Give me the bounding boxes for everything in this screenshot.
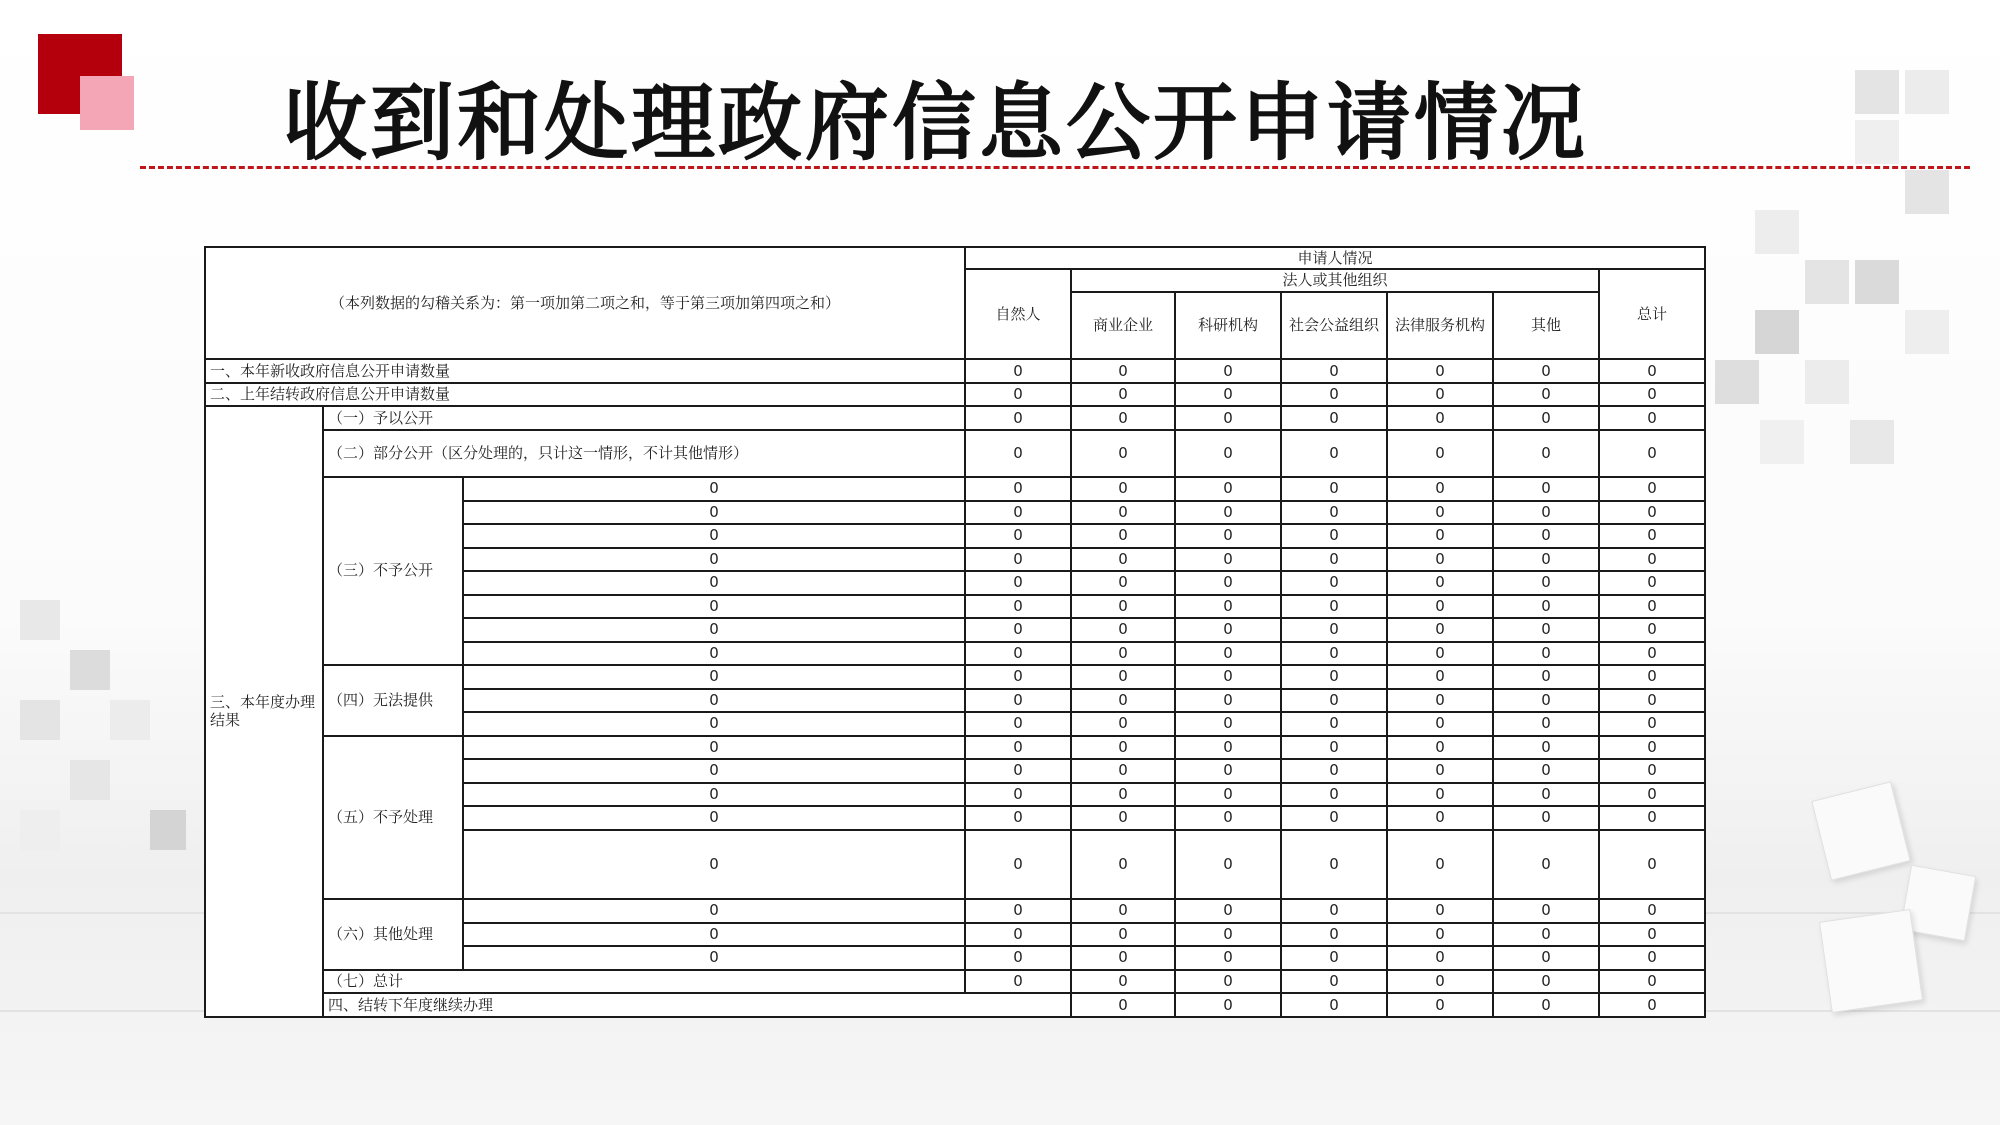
bg-tile bbox=[110, 700, 150, 740]
bg-tile bbox=[150, 810, 186, 850]
value-cell: 0 bbox=[1281, 430, 1387, 477]
value-cell: 0 bbox=[965, 830, 1071, 900]
value-cell: 0 bbox=[1493, 524, 1599, 548]
value-cell: 0 bbox=[1071, 759, 1175, 783]
value-cell: 0 bbox=[1387, 736, 1493, 760]
value-cell: 0 bbox=[1071, 665, 1175, 689]
value-cell: 0 bbox=[1387, 406, 1493, 430]
detail-cell: 0 bbox=[463, 548, 965, 572]
value-cell: 0 bbox=[1071, 970, 1175, 994]
value-cell: 0 bbox=[1599, 665, 1705, 689]
detail-cell: 0 bbox=[463, 501, 965, 525]
value-cell: 0 bbox=[1071, 430, 1175, 477]
table-row bbox=[205, 359, 1705, 383]
row-label: 一、本年新收政府信息公开申请数量 bbox=[205, 359, 965, 383]
value-cell: 0 bbox=[1387, 501, 1493, 525]
value-cell: 0 bbox=[1493, 923, 1599, 947]
header-legal-service: 法律服务机构 bbox=[1387, 292, 1493, 359]
value-cell: 0 bbox=[1387, 759, 1493, 783]
sub-label: （三）不予公开 bbox=[323, 477, 463, 665]
value-cell: 0 bbox=[1599, 759, 1705, 783]
value-cell: 0 bbox=[1387, 548, 1493, 572]
report-table-container bbox=[204, 246, 1704, 1018]
value-cell: 0 bbox=[965, 359, 1071, 383]
value-cell: 0 bbox=[1175, 899, 1281, 923]
value-cell: 0 bbox=[1493, 406, 1599, 430]
table-row bbox=[205, 406, 1705, 430]
value-cell: 0 bbox=[1071, 923, 1175, 947]
value-cell: 0 bbox=[1071, 595, 1175, 619]
value-cell: 0 bbox=[1175, 993, 1281, 1017]
value-cell: 0 bbox=[965, 595, 1071, 619]
value-cell: 0 bbox=[1175, 383, 1281, 407]
value-cell: 0 bbox=[965, 501, 1071, 525]
bg-tile bbox=[1855, 70, 1899, 114]
value-cell: 0 bbox=[1493, 383, 1599, 407]
value-cell: 0 bbox=[965, 806, 1071, 830]
value-cell: 0 bbox=[1281, 806, 1387, 830]
bg-tile bbox=[1760, 420, 1804, 464]
value-cell: 0 bbox=[1599, 923, 1705, 947]
value-cell: 0 bbox=[1281, 359, 1387, 383]
bg-tile bbox=[1805, 260, 1849, 304]
value-cell: 0 bbox=[1387, 477, 1493, 501]
detail-cell: 0 bbox=[463, 923, 965, 947]
value-cell: 0 bbox=[1281, 477, 1387, 501]
value-cell: 0 bbox=[1071, 642, 1175, 666]
value-cell: 0 bbox=[1175, 830, 1281, 900]
value-cell: 0 bbox=[1387, 524, 1493, 548]
detail-cell: 0 bbox=[463, 571, 965, 595]
value-cell: 0 bbox=[1599, 595, 1705, 619]
detail-cell: 0 bbox=[463, 524, 965, 548]
value-cell: 0 bbox=[1387, 830, 1493, 900]
value-cell: 0 bbox=[1281, 899, 1387, 923]
bg-tile bbox=[1715, 360, 1759, 404]
value-cell: 0 bbox=[1493, 689, 1599, 713]
table-row bbox=[205, 970, 1705, 994]
value-cell: 0 bbox=[1387, 642, 1493, 666]
value-cell: 0 bbox=[1599, 899, 1705, 923]
row-label: （二）部分公开（区分处理的，只计这一情形，不计其他情形） bbox=[323, 430, 965, 477]
value-cell: 0 bbox=[1281, 524, 1387, 548]
table-note: （本列数据的勾稽关系为：第一项加第二项之和，等于第三项加第四项之和） bbox=[205, 247, 965, 359]
table-row bbox=[205, 383, 1705, 407]
value-cell: 0 bbox=[965, 383, 1071, 407]
value-cell: 0 bbox=[1071, 548, 1175, 572]
header-commercial: 商业企业 bbox=[1071, 292, 1175, 359]
value-cell: 0 bbox=[1387, 359, 1493, 383]
value-cell: 0 bbox=[1599, 571, 1705, 595]
value-cell: 0 bbox=[1175, 736, 1281, 760]
value-cell: 0 bbox=[965, 642, 1071, 666]
value-cell: 0 bbox=[1493, 665, 1599, 689]
value-cell: 0 bbox=[1175, 595, 1281, 619]
value-cell: 0 bbox=[1281, 830, 1387, 900]
row-label: 二、上年结转政府信息公开申请数量 bbox=[205, 383, 965, 407]
value-cell: 0 bbox=[1493, 806, 1599, 830]
value-cell: 0 bbox=[965, 430, 1071, 477]
value-cell: 0 bbox=[1281, 970, 1387, 994]
header-applicant: 申请人情况 bbox=[965, 247, 1705, 269]
sub-label: （五）不予处理 bbox=[323, 736, 463, 900]
value-cell: 0 bbox=[1175, 759, 1281, 783]
value-cell: 0 bbox=[1599, 970, 1705, 994]
value-cell: 0 bbox=[965, 665, 1071, 689]
value-cell: 0 bbox=[1493, 712, 1599, 736]
detail-cell: 0 bbox=[463, 477, 965, 501]
value-cell: 0 bbox=[965, 406, 1071, 430]
bg-tile bbox=[70, 650, 110, 690]
value-cell: 0 bbox=[1175, 642, 1281, 666]
value-cell: 0 bbox=[965, 970, 1071, 994]
value-cell: 0 bbox=[1281, 595, 1387, 619]
value-cell: 0 bbox=[1493, 571, 1599, 595]
value-cell: 0 bbox=[1175, 501, 1281, 525]
value-cell: 0 bbox=[1071, 359, 1175, 383]
value-cell: 0 bbox=[1387, 618, 1493, 642]
value-cell: 0 bbox=[1493, 970, 1599, 994]
bg-tile bbox=[1755, 210, 1799, 254]
value-cell: 0 bbox=[1599, 548, 1705, 572]
value-cell: 0 bbox=[965, 899, 1071, 923]
value-cell: 0 bbox=[1599, 477, 1705, 501]
detail-cell: 0 bbox=[463, 736, 965, 760]
bg-tile bbox=[1855, 120, 1899, 164]
value-cell: 0 bbox=[965, 946, 1071, 970]
bg-tile bbox=[1855, 260, 1899, 304]
value-cell: 0 bbox=[1599, 359, 1705, 383]
detail-cell: 0 bbox=[463, 899, 965, 923]
value-cell: 0 bbox=[1071, 830, 1175, 900]
value-cell: 0 bbox=[1387, 970, 1493, 994]
header-natural-person: 自然人 bbox=[965, 269, 1071, 359]
value-cell: 0 bbox=[1599, 712, 1705, 736]
value-cell: 0 bbox=[1493, 736, 1599, 760]
bg-tile bbox=[70, 760, 110, 800]
detail-cell: 0 bbox=[463, 806, 965, 830]
value-cell: 0 bbox=[1281, 783, 1387, 807]
bg-tile bbox=[1905, 170, 1949, 214]
value-cell: 0 bbox=[965, 712, 1071, 736]
value-cell: 0 bbox=[1071, 899, 1175, 923]
value-cell: 0 bbox=[1493, 430, 1599, 477]
value-cell: 0 bbox=[1599, 430, 1705, 477]
value-cell: 0 bbox=[1175, 524, 1281, 548]
value-cell: 0 bbox=[1281, 501, 1387, 525]
bg-tile bbox=[1905, 70, 1949, 114]
value-cell: 0 bbox=[965, 571, 1071, 595]
value-cell: 0 bbox=[1387, 383, 1493, 407]
value-cell: 0 bbox=[1387, 712, 1493, 736]
table-row bbox=[205, 899, 1705, 923]
value-cell: 0 bbox=[1281, 993, 1387, 1017]
value-cell: 0 bbox=[1175, 806, 1281, 830]
value-cell: 0 bbox=[965, 548, 1071, 572]
value-cell: 0 bbox=[1281, 406, 1387, 430]
value-cell: 0 bbox=[1599, 524, 1705, 548]
value-cell: 0 bbox=[1281, 571, 1387, 595]
value-cell: 0 bbox=[1175, 571, 1281, 595]
value-cell: 0 bbox=[1493, 548, 1599, 572]
value-cell: 0 bbox=[1281, 548, 1387, 572]
value-cell: 0 bbox=[1071, 783, 1175, 807]
value-cell: 0 bbox=[1071, 712, 1175, 736]
value-cell: 0 bbox=[1175, 946, 1281, 970]
value-cell: 0 bbox=[1493, 359, 1599, 383]
value-cell: 0 bbox=[1599, 406, 1705, 430]
value-cell: 0 bbox=[965, 477, 1071, 501]
value-cell: 0 bbox=[1599, 783, 1705, 807]
sub-label: （六）其他处理 bbox=[323, 899, 463, 970]
value-cell: 0 bbox=[1071, 524, 1175, 548]
detail-cell: 0 bbox=[463, 595, 965, 619]
bg-tile bbox=[20, 700, 60, 740]
value-cell: 0 bbox=[1493, 993, 1599, 1017]
value-cell: 0 bbox=[1387, 783, 1493, 807]
table-row bbox=[205, 665, 1705, 689]
value-cell: 0 bbox=[1281, 618, 1387, 642]
value-cell: 0 bbox=[1493, 501, 1599, 525]
row-label: （一）予以公开 bbox=[323, 406, 965, 430]
value-cell: 0 bbox=[1281, 712, 1387, 736]
value-cell: 0 bbox=[1175, 689, 1281, 713]
value-cell: 0 bbox=[1387, 689, 1493, 713]
header-total: 总计 bbox=[1599, 269, 1705, 359]
value-cell: 0 bbox=[1175, 783, 1281, 807]
value-cell: 0 bbox=[1071, 406, 1175, 430]
value-cell: 0 bbox=[1599, 806, 1705, 830]
bg-tile bbox=[1755, 310, 1799, 354]
bg-tile bbox=[1905, 310, 1949, 354]
value-cell: 0 bbox=[1493, 759, 1599, 783]
value-cell: 0 bbox=[1281, 759, 1387, 783]
value-cell: 0 bbox=[1387, 899, 1493, 923]
value-cell: 0 bbox=[1071, 501, 1175, 525]
value-cell: 0 bbox=[1175, 430, 1281, 477]
row-label: （七）总计 bbox=[323, 970, 965, 994]
value-cell: 0 bbox=[1387, 923, 1493, 947]
value-cell: 0 bbox=[1281, 946, 1387, 970]
detail-cell: 0 bbox=[463, 946, 965, 970]
value-cell: 0 bbox=[1387, 665, 1493, 689]
report-table bbox=[204, 246, 1706, 1018]
value-cell: 0 bbox=[965, 759, 1071, 783]
value-cell: 0 bbox=[1387, 595, 1493, 619]
value-cell: 0 bbox=[1599, 689, 1705, 713]
value-cell: 0 bbox=[1281, 383, 1387, 407]
value-cell: 0 bbox=[1175, 665, 1281, 689]
value-cell: 0 bbox=[1071, 946, 1175, 970]
value-cell: 0 bbox=[1599, 618, 1705, 642]
value-cell: 0 bbox=[1175, 970, 1281, 994]
value-cell: 0 bbox=[1493, 618, 1599, 642]
bg-tile bbox=[1805, 360, 1849, 404]
value-cell: 0 bbox=[1175, 406, 1281, 430]
value-cell: 0 bbox=[965, 524, 1071, 548]
value-cell: 0 bbox=[1599, 501, 1705, 525]
value-cell: 0 bbox=[1071, 993, 1175, 1017]
decorative-cube bbox=[1819, 909, 1923, 1013]
table-row bbox=[205, 430, 1705, 477]
bg-tile bbox=[20, 600, 60, 640]
value-cell: 0 bbox=[1493, 899, 1599, 923]
value-cell: 0 bbox=[965, 783, 1071, 807]
value-cell: 0 bbox=[1281, 665, 1387, 689]
value-cell: 0 bbox=[1281, 689, 1387, 713]
detail-cell: 0 bbox=[463, 783, 965, 807]
value-cell: 0 bbox=[1281, 923, 1387, 947]
value-cell: 0 bbox=[1493, 783, 1599, 807]
accent-square-pink bbox=[80, 76, 134, 130]
detail-cell: 0 bbox=[463, 830, 965, 900]
value-cell: 0 bbox=[1387, 806, 1493, 830]
value-cell: 0 bbox=[1175, 618, 1281, 642]
value-cell: 0 bbox=[1387, 571, 1493, 595]
value-cell: 0 bbox=[1599, 830, 1705, 900]
value-cell: 0 bbox=[1071, 689, 1175, 713]
detail-cell: 0 bbox=[463, 665, 965, 689]
value-cell: 0 bbox=[965, 736, 1071, 760]
value-cell: 0 bbox=[1281, 642, 1387, 666]
value-cell: 0 bbox=[1599, 736, 1705, 760]
value-cell: 0 bbox=[1387, 430, 1493, 477]
value-cell: 0 bbox=[1493, 642, 1599, 666]
bg-tile bbox=[1850, 420, 1894, 464]
value-cell: 0 bbox=[1493, 946, 1599, 970]
value-cell: 0 bbox=[1175, 359, 1281, 383]
value-cell: 0 bbox=[965, 618, 1071, 642]
value-cell: 0 bbox=[1071, 806, 1175, 830]
value-cell: 0 bbox=[1071, 736, 1175, 760]
value-cell: 0 bbox=[1387, 993, 1493, 1017]
table-row bbox=[205, 736, 1705, 760]
value-cell: 0 bbox=[1071, 383, 1175, 407]
value-cell: 0 bbox=[1387, 946, 1493, 970]
value-cell: 0 bbox=[1281, 736, 1387, 760]
detail-cell: 0 bbox=[463, 642, 965, 666]
value-cell: 0 bbox=[1493, 477, 1599, 501]
value-cell: 0 bbox=[965, 689, 1071, 713]
bg-tile bbox=[20, 810, 60, 850]
header-other: 其他 bbox=[1493, 292, 1599, 359]
detail-cell: 0 bbox=[463, 689, 965, 713]
decorative-cube bbox=[1811, 781, 1910, 880]
value-cell: 0 bbox=[1599, 383, 1705, 407]
value-cell: 0 bbox=[1175, 923, 1281, 947]
detail-cell: 0 bbox=[463, 712, 965, 736]
value-cell: 0 bbox=[1493, 595, 1599, 619]
group-label: 三、本年度办理结果 bbox=[205, 406, 323, 1017]
value-cell: 0 bbox=[1175, 548, 1281, 572]
value-cell: 0 bbox=[1071, 618, 1175, 642]
header-social: 社会公益组织 bbox=[1281, 292, 1387, 359]
detail-cell: 0 bbox=[463, 618, 965, 642]
value-cell: 0 bbox=[1071, 571, 1175, 595]
value-cell: 0 bbox=[1175, 477, 1281, 501]
table-row bbox=[205, 993, 1705, 1017]
value-cell: 0 bbox=[1599, 946, 1705, 970]
row-label: 四、结转下年度继续办理 bbox=[323, 993, 1071, 1017]
detail-cell: 0 bbox=[463, 759, 965, 783]
value-cell: 0 bbox=[1599, 993, 1705, 1017]
page-title: 收到和处理政府信息公开申请情况 bbox=[283, 74, 1589, 172]
sub-label: （四）无法提供 bbox=[323, 665, 463, 736]
value-cell: 0 bbox=[1071, 477, 1175, 501]
header-legal-org: 法人或其他组织 bbox=[1071, 269, 1599, 291]
value-cell: 0 bbox=[965, 923, 1071, 947]
value-cell: 0 bbox=[1175, 712, 1281, 736]
title-divider bbox=[140, 166, 1970, 169]
value-cell: 0 bbox=[1599, 642, 1705, 666]
value-cell: 0 bbox=[1493, 830, 1599, 900]
header-research: 科研机构 bbox=[1175, 292, 1281, 359]
table-row bbox=[205, 477, 1705, 501]
